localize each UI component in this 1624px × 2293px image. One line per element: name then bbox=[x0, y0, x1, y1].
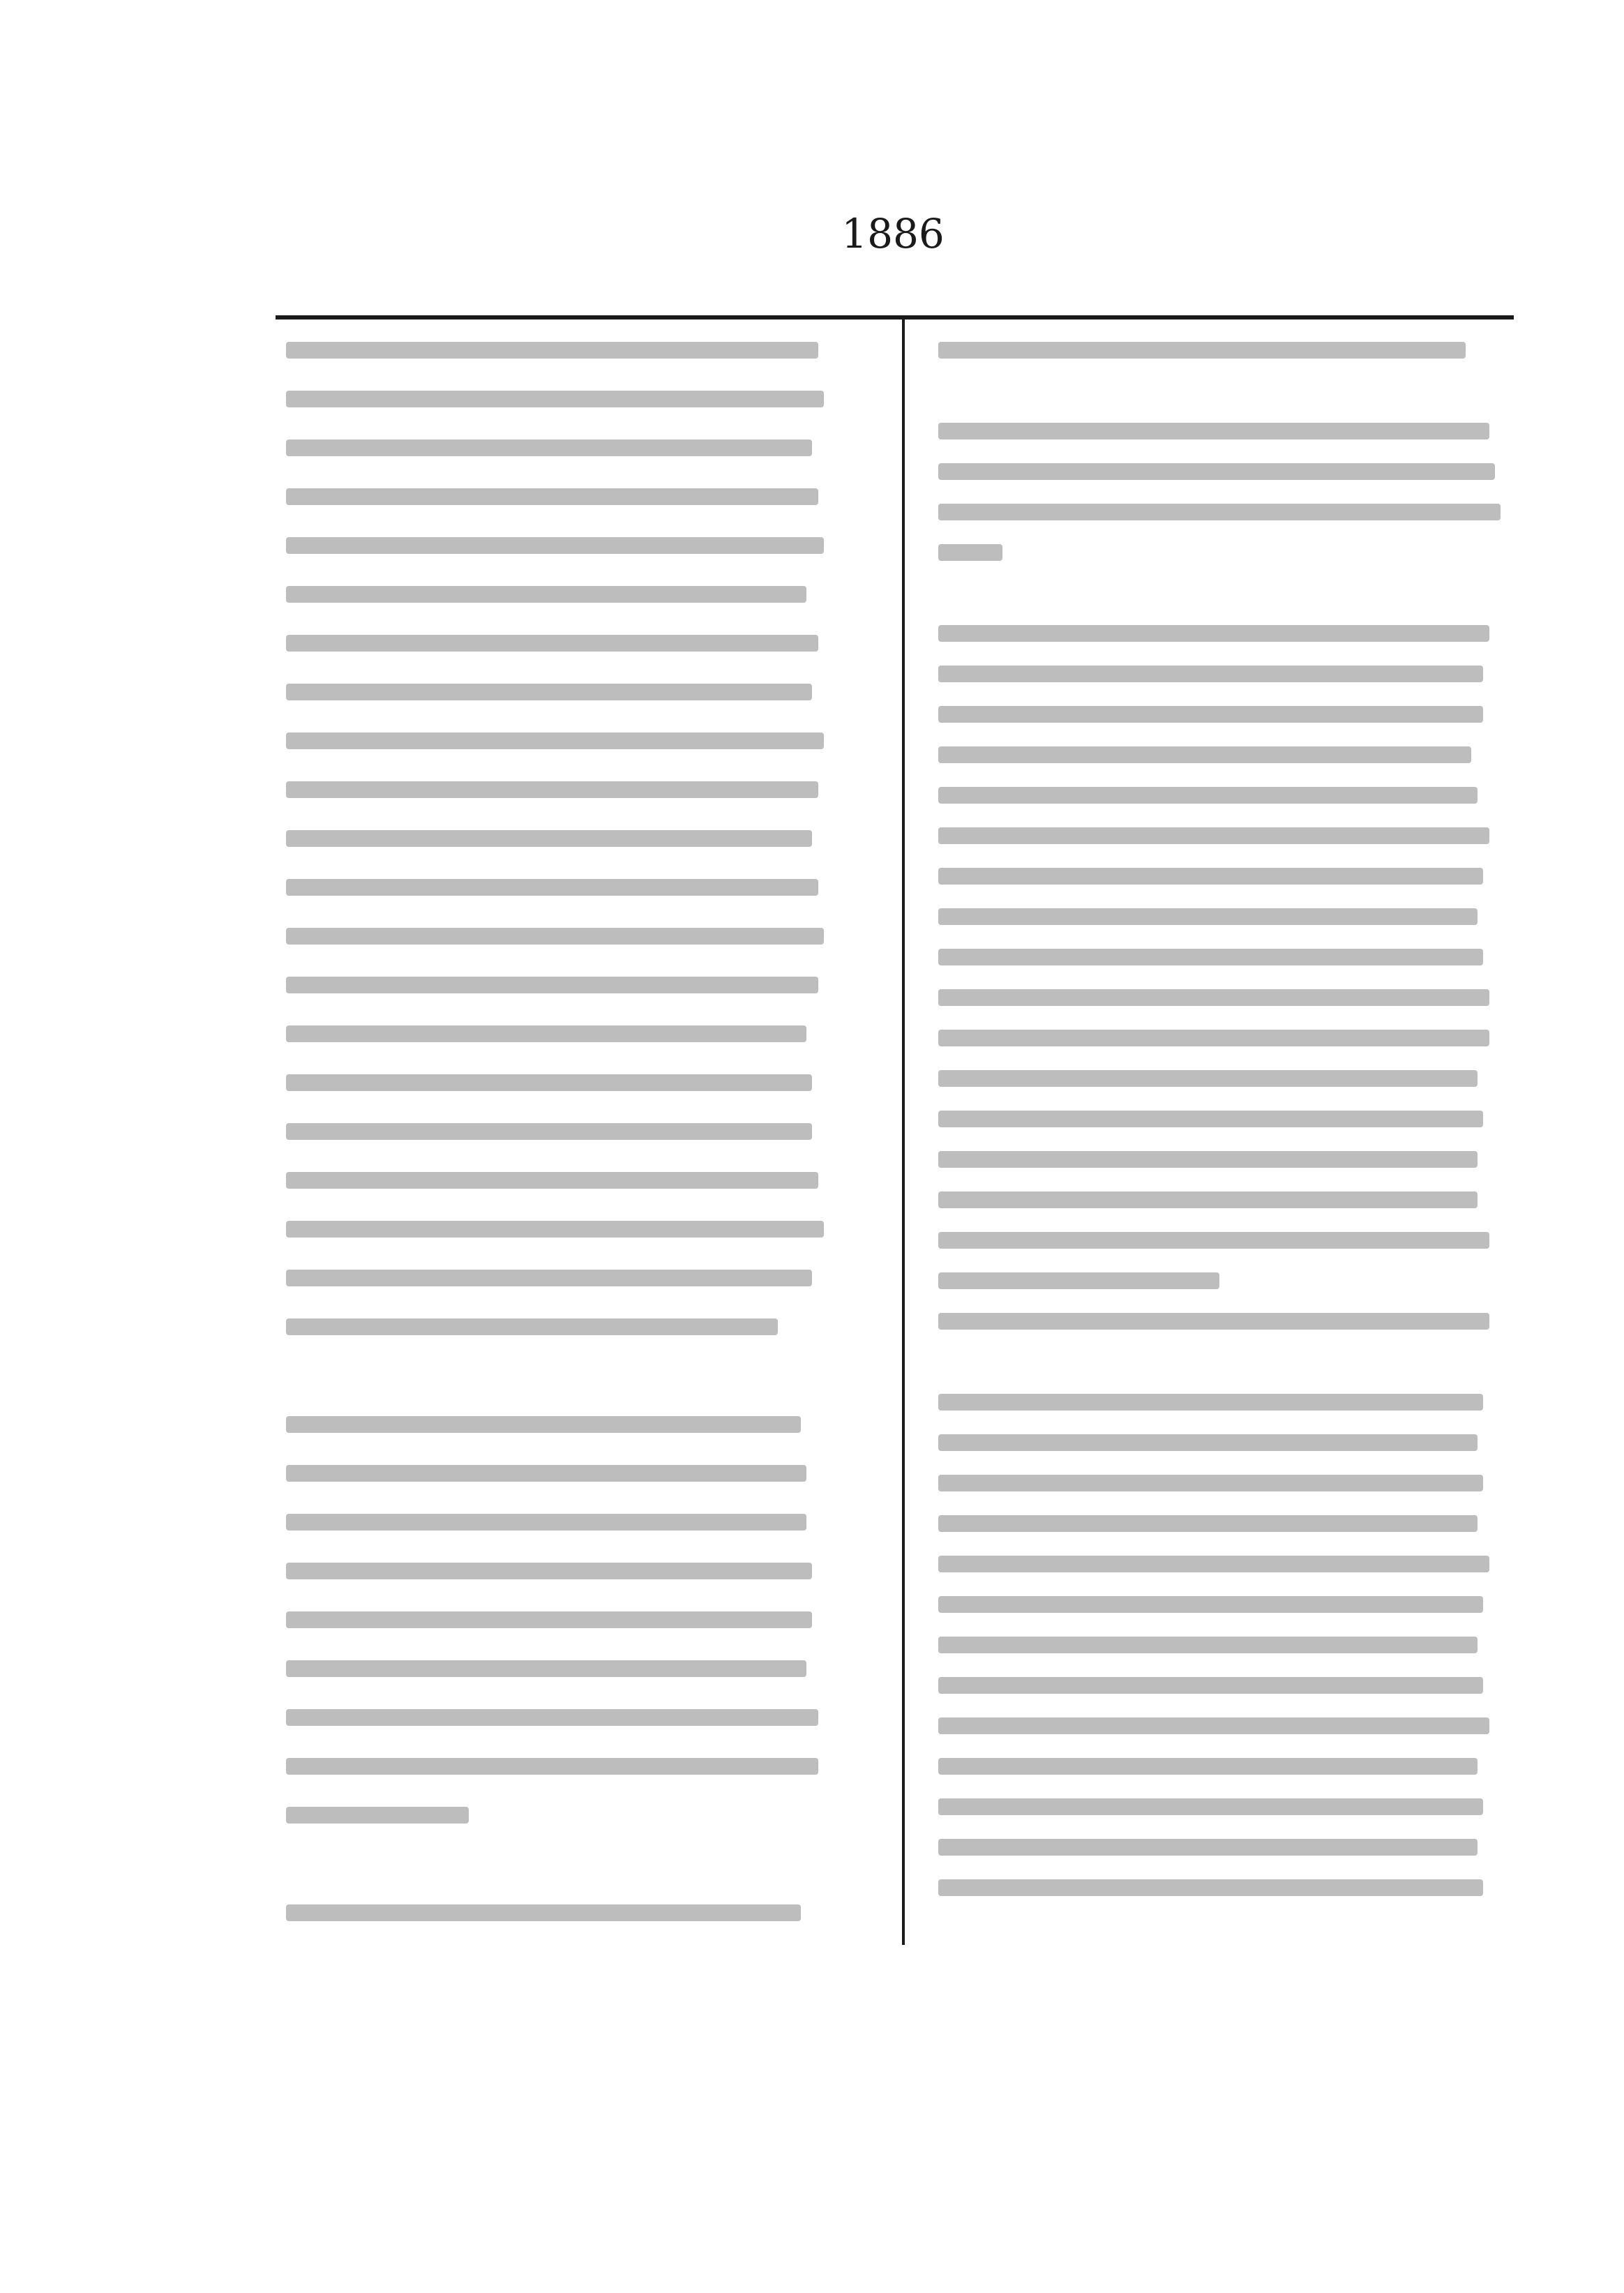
text-line-placeholder bbox=[938, 1313, 1489, 1330]
text-line-placeholder bbox=[286, 732, 824, 749]
text-line-placeholder bbox=[938, 1637, 1478, 1653]
text-line-placeholder bbox=[286, 1709, 818, 1726]
text-line-placeholder bbox=[286, 684, 812, 700]
text-line-placeholder bbox=[286, 1270, 812, 1286]
text-line-placeholder bbox=[286, 586, 806, 603]
text-line-placeholder bbox=[286, 1123, 812, 1140]
text-line-placeholder bbox=[286, 781, 818, 798]
text-line-placeholder bbox=[286, 1465, 806, 1482]
text-line-placeholder bbox=[286, 391, 824, 407]
text-line-placeholder bbox=[938, 625, 1489, 642]
text-line-placeholder bbox=[286, 1660, 806, 1677]
text-line-placeholder bbox=[938, 1556, 1489, 1572]
text-line-placeholder bbox=[938, 827, 1489, 844]
text-line-placeholder bbox=[938, 1030, 1489, 1046]
text-line-placeholder bbox=[938, 787, 1478, 804]
text-line-placeholder bbox=[286, 1563, 812, 1579]
text-line-placeholder bbox=[938, 908, 1478, 925]
text-line-placeholder bbox=[938, 544, 1002, 561]
text-line-placeholder bbox=[286, 1221, 824, 1238]
text-line-placeholder bbox=[938, 1191, 1478, 1208]
text-line-placeholder bbox=[938, 1475, 1483, 1491]
text-line-placeholder bbox=[938, 1677, 1483, 1694]
text-line-placeholder bbox=[286, 1416, 801, 1433]
text-line-placeholder bbox=[286, 830, 812, 847]
text-line-placeholder bbox=[938, 423, 1489, 439]
text-line-placeholder bbox=[286, 537, 824, 554]
column-divider bbox=[902, 319, 905, 1945]
text-line-placeholder bbox=[938, 868, 1483, 885]
text-line-placeholder bbox=[938, 1394, 1483, 1411]
text-line-placeholder bbox=[938, 1798, 1483, 1815]
text-line-placeholder bbox=[938, 1839, 1478, 1856]
text-line-placeholder bbox=[938, 706, 1483, 723]
text-line-placeholder bbox=[938, 463, 1495, 480]
text-line-placeholder bbox=[286, 1807, 469, 1824]
text-line-placeholder bbox=[938, 1515, 1478, 1532]
text-line-placeholder bbox=[286, 1172, 818, 1189]
text-line-placeholder bbox=[286, 879, 818, 896]
text-line-placeholder bbox=[286, 928, 824, 945]
text-line-placeholder bbox=[938, 1151, 1478, 1168]
header-rule bbox=[276, 315, 1514, 319]
text-line-placeholder bbox=[286, 1514, 806, 1531]
text-line-placeholder bbox=[938, 1232, 1489, 1249]
text-line-placeholder bbox=[286, 1758, 818, 1775]
page-number: 1886 bbox=[841, 210, 945, 257]
text-line-placeholder bbox=[286, 439, 812, 456]
text-line-placeholder bbox=[286, 635, 818, 652]
running-head bbox=[244, 209, 732, 251]
text-line-placeholder bbox=[286, 1074, 812, 1091]
text-line-placeholder bbox=[938, 1596, 1483, 1613]
text-line-placeholder bbox=[286, 1318, 778, 1335]
text-line-placeholder bbox=[938, 1758, 1478, 1775]
text-line-placeholder bbox=[938, 949, 1483, 965]
text-line-placeholder bbox=[938, 504, 1501, 520]
text-line-placeholder bbox=[938, 989, 1489, 1006]
text-line-placeholder bbox=[286, 977, 818, 993]
text-line-placeholder bbox=[938, 1434, 1478, 1451]
text-line-placeholder bbox=[286, 1611, 812, 1628]
text-line-placeholder bbox=[286, 1025, 806, 1042]
text-line-placeholder bbox=[286, 342, 818, 359]
text-line-placeholder bbox=[938, 746, 1471, 763]
text-line-placeholder bbox=[938, 342, 1466, 359]
text-line-placeholder bbox=[938, 1717, 1489, 1734]
text-line-placeholder bbox=[286, 488, 818, 505]
text-line-placeholder bbox=[938, 1272, 1219, 1289]
text-line-placeholder bbox=[286, 1904, 801, 1921]
text-line-placeholder bbox=[938, 1111, 1483, 1127]
text-line-placeholder bbox=[938, 666, 1483, 682]
text-line-placeholder bbox=[938, 1070, 1478, 1087]
text-line-placeholder bbox=[938, 1879, 1483, 1896]
